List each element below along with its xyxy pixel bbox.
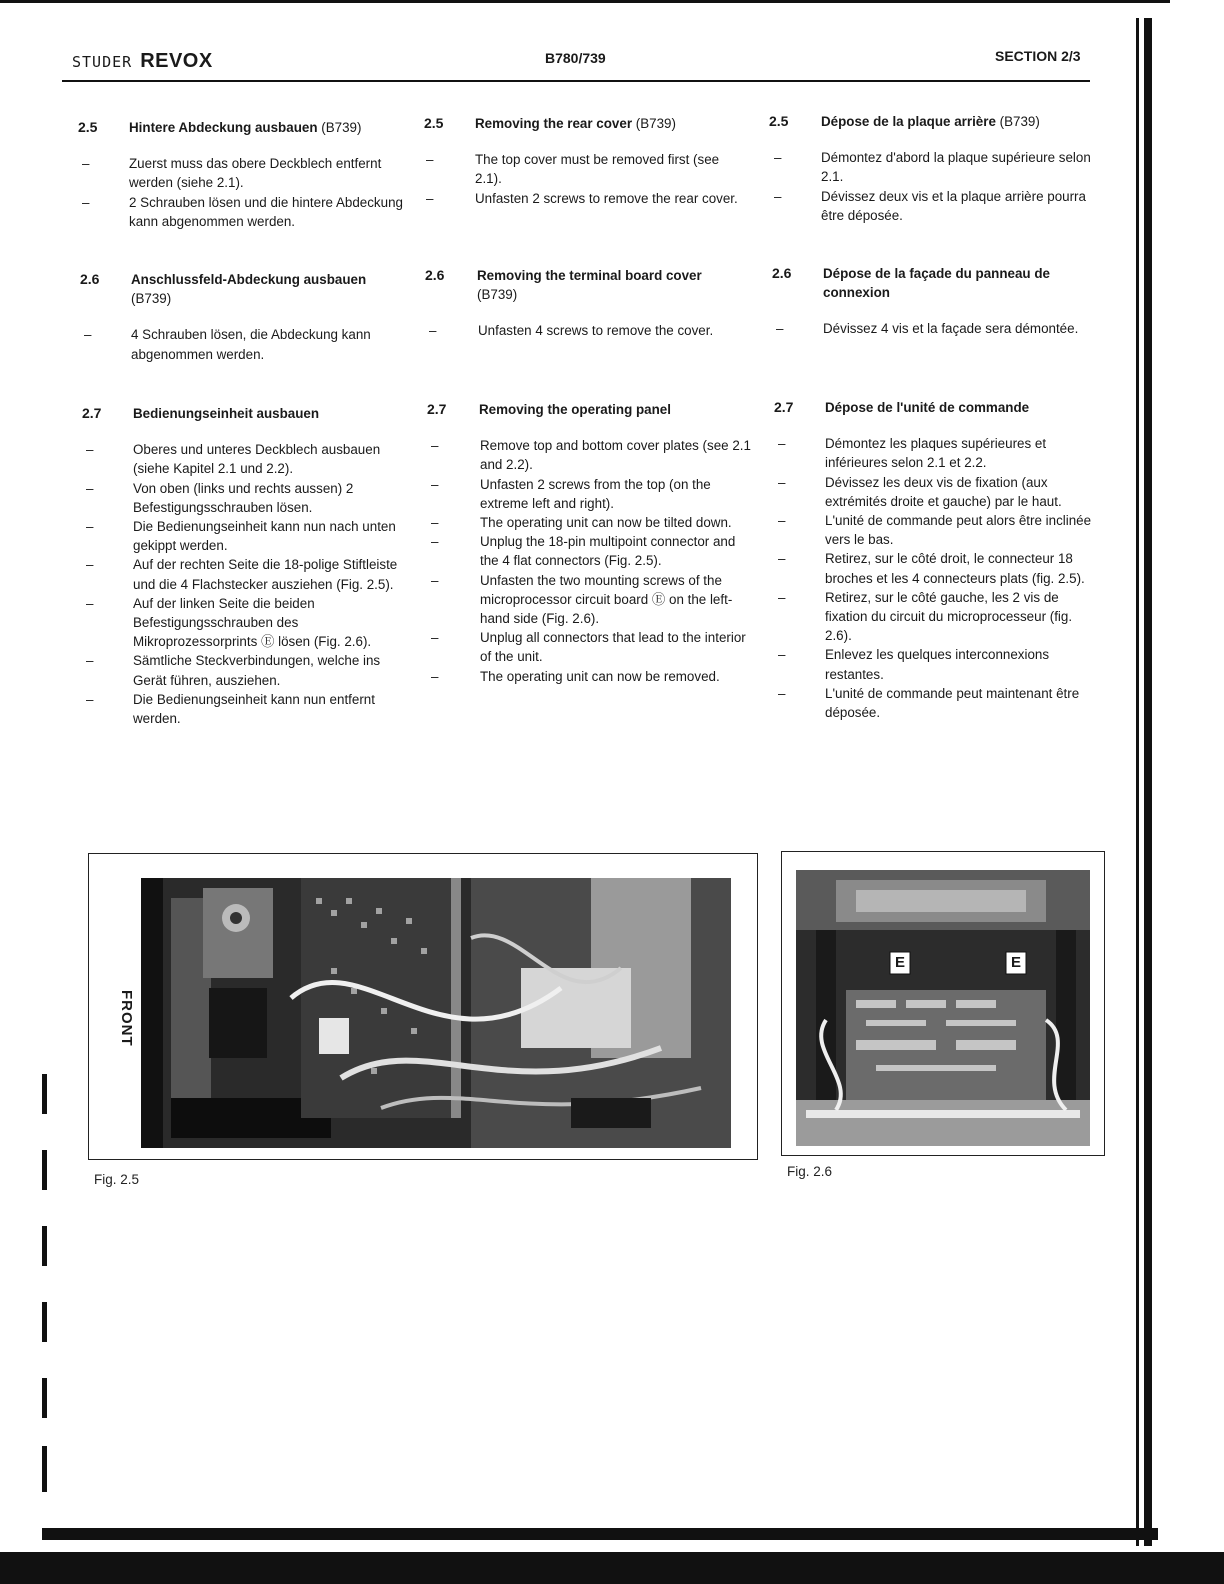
section-number: 2.5 <box>424 115 444 131</box>
dash-bullet: – <box>86 480 94 496</box>
dash-bullet: – <box>86 519 94 535</box>
step-text: L'unité de commande peut alors être inclinée vers le bas. <box>825 513 1092 548</box>
section-title <box>133 404 417 423</box>
step-item <box>774 187 1093 225</box>
dash-bullet: – <box>86 557 94 573</box>
figure-2-5-frame <box>88 853 758 1160</box>
section-title-text: Hintere Abdeckung ausbauen <box>129 120 318 135</box>
step-item <box>86 594 410 652</box>
margin-mark <box>42 1074 47 1114</box>
model-number: B780/739 <box>545 50 606 66</box>
step-text: Unfasten 4 screws to remove the cover. <box>478 323 714 339</box>
margin-mark <box>42 1378 47 1418</box>
step-item <box>431 667 755 686</box>
dash-bullet: – <box>86 653 94 669</box>
step-text: Die Bedienungseinheit kann nun entfernt werden. <box>133 691 375 727</box>
section-label: SECTION 2/3 <box>995 48 1081 64</box>
section-number: 2.6 <box>772 265 792 281</box>
marker-e-right: E <box>1010 954 1021 971</box>
step-item <box>86 651 410 689</box>
section-title <box>131 270 391 308</box>
step-item <box>429 321 750 340</box>
dash-bullet: – <box>778 647 786 663</box>
margin-mark <box>42 1150 47 1190</box>
step-item <box>426 189 747 208</box>
dash-bullet: – <box>86 442 94 458</box>
dash-bullet: – <box>82 156 90 172</box>
section-title-text: Removing the operating panel <box>479 402 671 417</box>
section-title <box>479 400 767 419</box>
top-edge-line <box>0 0 1170 3</box>
figure-2-6-caption: Fig. 2.6 <box>787 1164 833 1179</box>
section-title <box>477 266 765 304</box>
step-item <box>778 684 1097 722</box>
margin-mark <box>42 1446 47 1492</box>
figure-2-5-caption: Fig. 2.5 <box>94 1172 140 1187</box>
scan-edge-bottom <box>42 1528 1158 1540</box>
section-title-text: Anschlussfeld-Abdeckung ausbauen <box>131 272 367 287</box>
section-fr-2-6 <box>772 264 1107 339</box>
step-text: Unplug all connectors that lead to the interior of the unit. <box>480 630 746 665</box>
section-heading <box>774 398 1109 417</box>
section-de-2-7 <box>82 404 417 728</box>
dash-bullet: – <box>431 668 439 684</box>
step-text: Von oben (links und rechts aussen) 2 Befestigungsschrauben lösen. <box>133 480 354 515</box>
step-text: Unfasten the two mounting screws of the microprocessor circuit board Ⓔ on the left-hand side (Fig. 2.6). <box>480 572 733 627</box>
section-en-2-5 <box>424 114 764 208</box>
section-title-text: Dépose de l'unité de commande <box>825 400 1030 415</box>
section-en-2-6 <box>425 266 765 341</box>
section-title <box>825 398 1109 417</box>
step-item <box>778 645 1097 683</box>
dash-bullet: – <box>431 630 439 646</box>
dash-bullet: – <box>86 691 94 707</box>
dash-bullet: – <box>778 551 786 567</box>
section-heading <box>424 114 764 133</box>
marker-e-left: E <box>894 954 905 971</box>
step-item <box>431 436 755 474</box>
section-title-text: Bedienungseinheit ausbauen <box>133 406 320 421</box>
step-item <box>778 549 1097 587</box>
section-heading <box>425 266 765 304</box>
figure-2-6-frame <box>781 851 1105 1156</box>
step-text: Dévissez les deux vis de fixation (aux extrémités droite et gauche) par le haut. <box>825 474 1062 509</box>
steps-list <box>776 319 1098 338</box>
step-text: 2 Schrauben lösen und die hintere Abdeckung kann abgenommen werden. <box>129 194 403 229</box>
section-number: 2.5 <box>769 113 789 129</box>
step-item <box>776 319 1098 338</box>
section-number: 2.5 <box>78 119 98 135</box>
section-title-text: Removing the rear cover <box>475 116 633 131</box>
section-heading <box>80 270 415 308</box>
section-title-suffix: (B739) <box>477 287 518 303</box>
steps-list <box>774 148 1093 225</box>
step-item <box>778 473 1097 511</box>
section-number: 2.6 <box>425 267 445 283</box>
steps-list <box>426 150 747 208</box>
steps-list <box>429 321 750 340</box>
section-title <box>475 114 764 133</box>
section-heading <box>78 118 413 137</box>
section-title-text: Dépose de la façade du panneau de connexion <box>823 266 1050 301</box>
photo-microprocessor-board <box>796 870 1090 1146</box>
section-heading <box>82 404 417 423</box>
steps-list <box>86 440 410 728</box>
dash-bullet: – <box>431 438 439 454</box>
step-item <box>431 628 755 666</box>
photo-operating-unit-connectors <box>141 878 731 1148</box>
step-item <box>774 148 1093 186</box>
section-heading <box>427 400 767 419</box>
margin-mark <box>42 1302 47 1342</box>
steps-list <box>82 154 404 231</box>
step-text: The operating unit can now be tilted down. <box>480 515 732 531</box>
dash-bullet: – <box>426 152 434 168</box>
dash-bullet: – <box>774 188 782 204</box>
section-title <box>129 118 413 137</box>
dash-bullet: – <box>778 685 786 701</box>
section-de-2-6 <box>80 270 415 364</box>
step-text: L'unité de commande peut maintenant être déposée. <box>825 685 1080 721</box>
dash-bullet: – <box>778 589 786 605</box>
section-title-text: Dépose de la plaque arrière <box>821 114 996 129</box>
dash-bullet: – <box>778 513 786 529</box>
step-item <box>84 325 406 363</box>
dash-bullet: – <box>431 534 439 550</box>
step-item <box>431 571 755 629</box>
step-text: Unplug the 18-pin multipoint connector and the 4 flat connectors (Fig. 2.5). <box>480 534 736 569</box>
margin-mark <box>42 1226 47 1266</box>
dash-bullet: – <box>86 595 94 611</box>
header-rule <box>62 80 1090 82</box>
photo-illustration <box>141 878 731 1148</box>
step-item <box>778 588 1097 646</box>
section-heading <box>772 264 1107 302</box>
step-text: Zuerst muss das obere Deckblech entfernt werden (siehe 2.1). <box>129 156 382 191</box>
step-item <box>426 150 747 188</box>
section-en-2-7 <box>427 400 767 686</box>
brand-revox: REVOX <box>140 50 213 72</box>
step-item <box>431 475 755 513</box>
step-item <box>778 511 1097 549</box>
step-text: Dévissez deux vis et la plaque arrière pourra être déposée. <box>821 188 1086 223</box>
section-number: 2.7 <box>82 405 102 421</box>
dash-bullet: – <box>431 515 439 531</box>
section-heading <box>769 112 1104 131</box>
step-text: Auf der linken Seite die beiden Befestigungsschrauben des Mikroprozessorprints Ⓔ lösen (Fig. 2.6). <box>133 595 372 650</box>
step-text: Enlevez les quelques interconnexions restantes. <box>825 647 1050 682</box>
step-text: Auf der rechten Seite die 18-polige Stiftleiste und die 4 Flachstecker ausziehen (Fig. 2.5). <box>133 557 398 592</box>
section-number: 2.7 <box>427 401 447 417</box>
dash-bullet: – <box>426 190 434 206</box>
step-item <box>82 193 404 231</box>
step-text: Dévissez 4 vis et la façade sera démontée. <box>823 321 1079 337</box>
step-text: Sämtliche Steckverbindungen, welche ins Gerät führen, ausziehen. <box>133 653 381 688</box>
section-title-text: Removing the terminal board cover <box>477 268 702 283</box>
dash-bullet: – <box>84 327 92 343</box>
studer-revox-logo <box>72 50 213 73</box>
step-item <box>86 690 410 728</box>
step-text: The operating unit can now be removed. <box>480 668 720 684</box>
scan-edge-right <box>1136 18 1154 1546</box>
section-title <box>821 112 1104 131</box>
dash-bullet: – <box>429 323 437 339</box>
step-item <box>82 154 404 192</box>
brand-studer: STUDER <box>72 53 133 71</box>
step-text: 4 Schrauben lösen, die Abdeckung kann abgenommen werden. <box>131 327 371 362</box>
step-item <box>778 434 1097 472</box>
step-text: Unfasten 2 screws to remove the rear cover. <box>475 190 738 206</box>
step-text: Retirez, sur le côté droit, le connecteur 18 broches et les 4 connecteurs plats (fig. 2.5). <box>825 551 1085 586</box>
step-item <box>86 440 410 478</box>
step-text: Démontez d'abord la plaque supérieure selon 2.1. <box>821 150 1091 185</box>
section-fr-2-7 <box>774 398 1109 722</box>
step-text: Die Bedienungseinheit kann nun nach unten gekippt werden. <box>133 519 396 554</box>
steps-list <box>431 436 755 686</box>
step-item <box>431 513 755 532</box>
step-item <box>86 555 410 593</box>
section-number: 2.7 <box>774 399 794 415</box>
section-title-suffix: (B739) <box>999 114 1040 129</box>
step-text: The top cover must be removed first (see 2.1). <box>475 152 720 187</box>
scan-edge-bottom-dark <box>0 1552 1224 1584</box>
step-text: Démontez les plaques supérieures et inférieures selon 2.1 et 2.2. <box>825 436 1047 471</box>
step-text: Oberes und unteres Deckblech ausbauen (siehe Kapitel 2.1 und 2.2). <box>133 442 381 477</box>
dash-bullet: – <box>431 572 439 588</box>
step-item <box>431 532 755 570</box>
dash-bullet: – <box>778 436 786 452</box>
section-title-suffix: (B739) <box>635 116 676 131</box>
step-text: Retirez, sur le côté gauche, les 2 vis de fixation du circuit du microprocesseur (fig. 2.6). <box>825 589 1073 644</box>
dash-bullet: – <box>776 321 784 337</box>
section-title <box>823 264 1098 302</box>
steps-list <box>84 325 406 363</box>
step-text: Remove top and bottom cover plates (see 2.1 and 2.2). <box>480 438 751 473</box>
section-title-suffix: (B739) <box>131 291 172 307</box>
dash-bullet: – <box>778 474 786 490</box>
dash-bullet: – <box>431 476 439 492</box>
section-fr-2-5 <box>769 112 1104 225</box>
section-de-2-5 <box>78 118 413 231</box>
step-item <box>86 517 410 555</box>
section-title-suffix: (B739) <box>321 120 362 135</box>
step-item <box>86 479 410 517</box>
dash-bullet: – <box>774 150 782 166</box>
dash-bullet: – <box>82 194 90 210</box>
front-label: FRONT <box>118 990 135 1047</box>
steps-list <box>778 434 1097 722</box>
step-text: Unfasten 2 screws from the top (on the extreme left and right). <box>480 476 711 511</box>
photo-illustration <box>796 870 1090 1146</box>
section-number: 2.6 <box>80 271 100 287</box>
